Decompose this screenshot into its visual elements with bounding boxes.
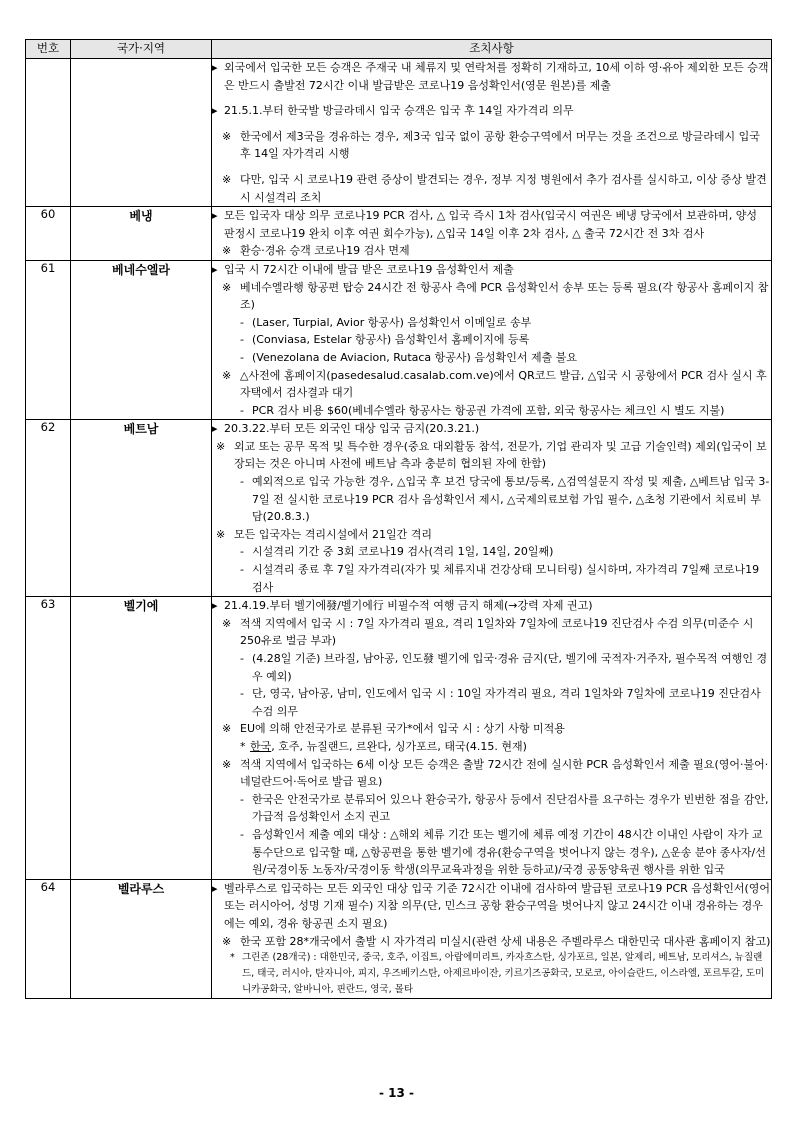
bullet-marker: ▸ — [212, 262, 218, 276]
bullet-marker: ※ — [222, 280, 232, 294]
measure-text: 21.4.19.부터 벨기에發/벨기에行 비필수적 여행 금지 해제(→강력 자제 권고) — [224, 599, 593, 613]
bullet-marker: - — [240, 827, 244, 841]
measure-text: (Laser, Turpial, Avior 항공사) 음성확인서 이메일로 송부 — [252, 315, 532, 329]
bullet-marker: - — [240, 403, 244, 417]
table-row — [26, 59, 772, 207]
measure-text: 모든 입국자는 격리시설에서 21일간 격리 — [234, 527, 432, 541]
bullet-marker: ※ — [222, 129, 232, 143]
bullet-marker: ▸ — [212, 599, 218, 613]
measure-text: 한국은 안전국가로 분류되어 있으나 환승국가, 항공사 등에서 진단검사를 요구하는 경우가 빈번한 점을 감안, 가급적 음성확인서 소지 권고 — [252, 792, 769, 824]
bullet-marker: - — [240, 652, 244, 665]
measure-item — [212, 242, 771, 260]
measure-item — [212, 791, 771, 826]
table-row — [26, 207, 772, 261]
measure-item — [212, 650, 771, 685]
table-header-row — [26, 40, 772, 59]
measure-item — [212, 880, 771, 933]
measure-item — [212, 402, 771, 420]
row-measures — [212, 420, 772, 597]
measure-text: (Conviasa, Estelar 항공사) 음성확인서 홈페이지에 등록 — [252, 333, 530, 347]
measure-item — [212, 261, 771, 279]
measure-item — [212, 420, 771, 438]
row-number: 60 — [26, 207, 71, 261]
row-number — [26, 59, 71, 207]
header-num: 번호 — [26, 40, 71, 59]
bullet-marker: ※ — [216, 439, 226, 453]
measure-text: 시설격리 기간 중 3회 코로나19 검사(격리 1일, 14일, 20일째) — [252, 545, 554, 559]
measure-item — [212, 543, 771, 561]
bullet-marker: ※ — [222, 934, 232, 948]
measure-item — [212, 128, 771, 163]
row-number: 62 — [26, 420, 71, 597]
measure-item — [212, 102, 771, 120]
row-measures — [212, 597, 772, 880]
measure-item — [212, 756, 771, 791]
table-row — [26, 420, 772, 597]
bullet-marker: - — [240, 563, 244, 577]
measure-item — [212, 826, 771, 879]
measure-text: 음성확인서 제출 예외 대상 : △해외 체류 기간 또는 벨기에 체류 예정 기간이 48시간 이내인 사람이 자가 교통수단으로 입국할 때, △항공편을 통한 벨기에 경유(환승구역을 벗어나지 않는 경우), △운송 분야 종사자/선원/국경이동 노동자/국경이동 학생(의무교육과정을 위한 등하교)/국경 공동양육권 행사를 위한 입국 — [252, 827, 766, 877]
row-measures — [212, 260, 772, 419]
measure-item — [212, 171, 771, 206]
measure-text: 입국 시 72시간 이내에 발급 받은 코로나19 음성확인서 제출 — [224, 262, 514, 276]
bullet-marker: * — [240, 739, 246, 753]
bullet-marker: ▸ — [212, 422, 218, 436]
measure-text: 환승·경유 승객 코로나19 검사 면제 — [240, 244, 410, 258]
bullet-marker: - — [240, 475, 244, 489]
row-country: 벨라루스 — [71, 879, 212, 998]
row-country: 베냉 — [71, 207, 212, 261]
measure-text: EU에 의해 안전국가로 분류된 국가*에서 입국 시 : 상기 사항 미적용 — [240, 722, 565, 736]
measure-item — [212, 367, 771, 402]
bullet-marker: ※ — [222, 757, 232, 771]
measure-text: 그린존 (28개국) : 대한민국, 중국, 호주, 이집트, 아랍에미리트, 카자흐스탄, 싱가포르, 일본, 알제리, 베트남, 모리셔스, 뉴질랜드, 태국, 러시아, 탄자니아, 피지, 우즈베키스탄, 아제르바이잔, 키르기즈공화국, 모로코, 아이슬란드, 이스라엘, 포르투갈, 도미니카공화국, 알바니아, 핀란드, 영국, 몰타 — [242, 952, 765, 996]
measure-text: △사전에 홈페이지(pasedesalud.casalab.com.ve)에서 QR코드 발급, △입국 시 공항에서 PCR 검사 실시 후 자택에서 검사결과 대기 — [240, 368, 767, 400]
header-country: 국가·지역 — [71, 40, 212, 59]
underlined-text: 한국 — [250, 739, 272, 753]
bullet-marker: ▸ — [212, 881, 218, 895]
measure-text: 모든 입국자 대상 의무 코로나19 PCR 검사, △ 입국 즉시 1차 검사(입국시 여권은 베냉 당국에서 보관하며, 양성 판정시 코로나19 완치 이후 여권 회수가능), △입국 14일 이후 2차 검사, △ 출국 72시간 전 3차 검사 — [224, 209, 758, 240]
measure-text: 한국 포함 28*개국에서 출발 시 자가격리 미실시(관련 상세 내용은 주벨라루스 대한민국 대사관 홈페이지 참고) — [240, 934, 771, 948]
measure-text: 21.5.1.부터 한국발 방글라데시 입국 승객은 입국 후 14일 자가격리 의무 — [224, 104, 574, 118]
measure-text: 단, 영국, 남아공, 남미, 인도에서 입국 시 : 10일 자가격리 필요, 격리 1일차와 7일차에 코로나19 진단검사 수검 의무 — [252, 687, 761, 718]
bullet-marker: - — [240, 545, 244, 559]
bullet-marker: ▸ — [212, 209, 218, 223]
measure-text: 외교 또는 공무 목적 및 특수한 경우(중요 대외활동 참석, 전문가, 기업 관리자 및 고급 기술인력) 제외(입국이 보장되는 것은 아니며 사전에 베트남 측과 충분히 협의된 자에 한함) — [234, 439, 767, 471]
row-number: 61 — [26, 260, 71, 419]
measure-item — [212, 59, 771, 94]
measure-text: 적색 지역에서 입국하는 6세 이상 모든 승객은 출발 72시간 전에 실시한 PCR 음성확인서 제출 필요(영어·불어·네덜란드어·독어로 발급 필요) — [240, 757, 769, 789]
measure-text: 예외적으로 입국 가능한 경우, △입국 후 보건 당국에 통보/등록, △검역설문지 작성 및 제출, △베트남 입국 3-7일 전 실시한 코로나19 PCR 검사 음성확인서 제시, △국제의료보험 가입 필수, △초청 기관에서 치료비 부담(20.8.3.) — [252, 475, 770, 524]
measure-text: PCR 검사 비용 $60(베네수엘라 항공사는 항공권 가격에 포함, 외국 항공사는 체크인 시 별도 지불) — [252, 403, 725, 417]
bullet-marker: * — [230, 952, 235, 964]
bullet-marker: - — [240, 315, 244, 329]
row-measures — [212, 59, 772, 207]
bullet-marker: ※ — [222, 172, 232, 186]
measure-text: 외국에서 입국한 모든 승객은 주재국 내 체류지 및 연락처를 정확히 기재하고, 10세 이하 영·유아 제외한 모든 승객은 반드시 출발전 72시간 이내 발급받은 코로나19 음성확인서(영문 원본)를 제출 — [224, 61, 769, 92]
measure-text: 20.3.22.부터 모든 외국인 대상 입국 금지(20.3.21.) — [224, 422, 480, 436]
measure-item — [212, 738, 771, 756]
table-body — [26, 59, 772, 999]
bullet-marker: ▸ — [212, 61, 218, 74]
measure-item — [212, 561, 771, 596]
bullet-marker: - — [240, 350, 244, 364]
measure-item — [212, 314, 771, 332]
measure-item — [212, 526, 771, 544]
measure-text: 한국에서 제3국을 경유하는 경우, 제3국 입국 없이 공항 환승구역에서 머무는 것을 조건으로 방글라데시 입국 후 14일 자가격리 시행 — [240, 129, 760, 161]
bullet-marker: ※ — [222, 368, 232, 382]
measure-text: 베네수엘라행 항공편 탑승 24시간 전 항공사 측에 PCR 음성확인서 송부 또는 등록 필요(각 항공사 홈페이지 참조) — [240, 280, 769, 312]
bullet-marker: - — [240, 792, 244, 806]
row-country: 베트남 — [71, 420, 212, 597]
measure-item — [212, 950, 771, 998]
measure-text: 다만, 입국 시 코로나19 관련 증상이 발견되는 경우, 정부 지정 병원에서 추가 검사를 실시하고, 이상 증상 발견 시 시설격리 조치 — [240, 172, 767, 204]
measure-text: (Venezolana de Aviacion, Rutaca 항공사) 음성확인서 제출 불요 — [252, 350, 577, 364]
measure-item — [212, 615, 771, 650]
measure-item — [212, 597, 771, 615]
measure-text: 한국, 호주, 뉴질랜드, 르완다, 싱가포르, 태국(4.15. 현재) — [250, 739, 527, 753]
row-number: 63 — [26, 597, 71, 880]
measure-item — [212, 331, 771, 349]
measure-item — [212, 207, 771, 242]
page-number: - 13 - — [378, 1086, 414, 1100]
bullet-marker: ※ — [222, 244, 232, 258]
row-country: 베네수엘라 — [71, 260, 212, 419]
measure-item — [212, 685, 771, 720]
row-measures — [212, 879, 772, 998]
measure-text: 적색 지역에서 입국 시 : 7일 자가격리 필요, 격리 1일차와 7일차에 코로나19 진단검사 수검 의무(미준수 시 250유로 벌금 부과) — [240, 616, 754, 648]
measure-item — [212, 933, 771, 951]
header-measures: 조치사항 — [212, 40, 772, 59]
bullet-marker: ※ — [222, 722, 232, 736]
table-row — [26, 879, 772, 998]
measure-item — [212, 720, 771, 738]
bullet-marker: ▸ — [212, 104, 218, 118]
measure-text: (4.28일 기준) 브라질, 남아공, 인도發 벨기에 입국·경유 금지(단, 벨기에 국적자·거주자, 필수목적 여행인 경우 예외) — [252, 652, 768, 683]
bullet-marker: ※ — [222, 616, 232, 630]
table-row — [26, 260, 772, 419]
measure-item — [212, 349, 771, 367]
row-measures — [212, 207, 772, 261]
row-number: 64 — [26, 879, 71, 998]
measure-text: 시설격리 종료 후 7일 자가격리(자가 및 체류지내 건강상태 모니터링) 실시하며, 자가격리 7일째 코로나19 검사 — [252, 563, 760, 594]
row-country — [71, 59, 212, 207]
measures-table — [25, 39, 772, 999]
measure-item — [212, 279, 771, 314]
measure-item — [212, 438, 771, 473]
bullet-marker: - — [240, 333, 244, 347]
table-row — [26, 597, 772, 880]
bullet-marker: - — [240, 687, 244, 701]
measure-item — [212, 473, 771, 526]
row-country: 벨기에 — [71, 597, 212, 880]
bullet-marker: ※ — [216, 527, 226, 541]
measure-text: 벨라루스로 입국하는 모든 외국인 대상 입국 기준 72시간 이내에 검사하여 발급된 코로나19 PCR 음성확인서(영어 또는 러시아어, 성명 기재 필수) 지참 의무(단, 민스크 공항 환승구역을 벗어나지 않고 24시간 이내 경유하는 경우에는 예외, 경유 항공권 소지 필요) — [224, 881, 770, 930]
